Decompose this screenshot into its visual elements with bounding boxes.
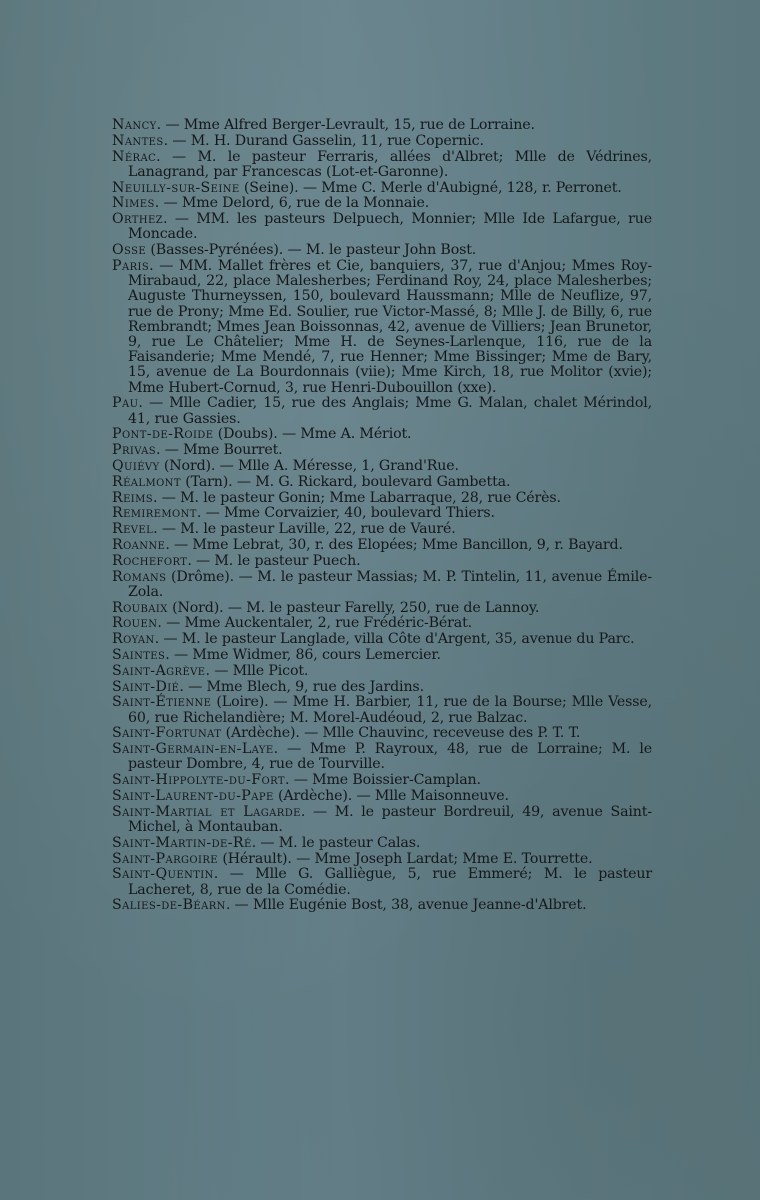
place-name: Saintes xyxy=(112,646,166,663)
place-name: Nantes xyxy=(112,132,164,149)
entry-text: . — Mlle Eugénie Bost, 38, avenue Jeanne-d'Albret. xyxy=(225,897,587,914)
list-item xyxy=(112,212,652,242)
entry-text: (Drôme). — M. le pasteur Massias; M. P. Tintelin, 11, avenue Émile-Zola. xyxy=(128,568,652,600)
place-name: Saint-Hippolyte-du-Fort xyxy=(112,772,285,789)
list-item xyxy=(112,852,652,867)
list-item xyxy=(112,648,652,663)
list-item xyxy=(112,259,652,396)
entry-text: (Seine). — Mme C. Merle d'Aubigné, 128, r. Perronet. xyxy=(239,179,622,196)
list-item xyxy=(112,898,652,913)
entry-text: (Nord). — M. le pasteur Farelly, 250, rue de Lannoy. xyxy=(167,599,540,616)
entry-text: . — M. le pasteur Ferraris, allées d'Albret; Mlle de Védrines, Lanagrand, par Francescas (Lot-et-Garonne). xyxy=(128,148,652,180)
list-item xyxy=(112,243,652,258)
place-name: Roanne xyxy=(112,536,166,553)
entry-text: . — Mlle Cadier, 15, rue des Anglais; Mme G. Malan, chalet Mérindol, 41, rue Gassies. xyxy=(128,395,652,427)
entry-text: (Tarn). — M. G. Rickard, boulevard Gambetta. xyxy=(180,473,511,490)
list-item xyxy=(112,491,652,506)
list-item xyxy=(112,601,652,616)
place-name: Rouen xyxy=(112,615,158,632)
list-item xyxy=(112,632,652,647)
entry-text: . — M. H. Durand Gasselin, 11, rue Copernic. xyxy=(163,132,484,149)
list-item xyxy=(112,475,652,490)
place-name: Nimes xyxy=(112,195,155,212)
place-name: Saint-Agrève xyxy=(112,662,206,679)
place-name: Saint-Martin-de-Ré xyxy=(112,834,252,851)
entry-text: . — Mme Bourret. xyxy=(156,442,283,459)
entry-text: . — M. le pasteur Laville, 22, rue de Vauré. xyxy=(153,521,456,538)
entry-text: . — Mme Corvaizier, 40, boulevard Thiers. xyxy=(196,505,495,522)
entry-text: . — Mlle G. Galliègue, 5, rue Emmeré; M. le pasteur Lacheret, 8, rue de la Comédie. xyxy=(128,866,652,898)
place-name: Roubaix xyxy=(112,599,168,616)
list-item xyxy=(112,664,652,679)
entry-text: . — M. le pasteur Langlade, villa Côte d'Argent, 35, avenue du Parc. xyxy=(154,631,635,648)
list-item xyxy=(112,805,652,835)
entry-text: (Basses-Pyrénées). — M. le pasteur John Bost. xyxy=(146,242,477,259)
address-list xyxy=(112,118,652,914)
entry-text: . — Mme Widmer, 86, cours Lemercier. xyxy=(165,646,441,663)
place-name: Salies-de-Béarn xyxy=(112,897,226,914)
place-name: Osse xyxy=(112,242,147,259)
place-name: Quiévy xyxy=(112,458,160,474)
entry-text: . — Mme Alfred Berger-Levrault, 15, rue de Lorraine. xyxy=(156,117,535,133)
place-name: Reims xyxy=(112,489,154,506)
entry-text: (Hérault). — Mme Joseph Lardat; Mme E. Tourrette. xyxy=(217,850,593,867)
list-item xyxy=(112,554,652,569)
entry-text: (Loire). — Mme H. Barbier, 11, rue de la Bourse; Mlle Vesse, 60, rue Richelandière; M. Morel-Audéoud, 2, rue Balzac. xyxy=(128,694,652,726)
place-name: Nérac xyxy=(112,148,157,165)
place-name: Saint-Germain-en-Laye xyxy=(112,741,274,758)
list-item xyxy=(112,742,652,772)
place-name: Royan xyxy=(112,631,155,648)
list-item xyxy=(112,773,652,788)
entry-text: . — Mme P. Rayroux, 48, rue de Lorraine; M. le pasteur Dombre, 4, rue de Tourville. xyxy=(128,741,652,773)
entry-text: . — Mme Boissier-Camplan. xyxy=(284,772,481,789)
entry-text: (Ardèche). — Mlle Chauvinc, receveuse des P. T. T. xyxy=(221,725,581,742)
place-name: Revel xyxy=(112,521,154,538)
list-item xyxy=(112,443,652,458)
list-item xyxy=(112,867,652,897)
list-item xyxy=(112,522,652,537)
place-name: Romans xyxy=(112,568,167,585)
place-name: Pau xyxy=(112,395,139,412)
place-name: Rochefort xyxy=(112,552,188,569)
list-item xyxy=(112,150,652,180)
list-item xyxy=(112,616,652,631)
place-name: Paris xyxy=(112,257,150,274)
entry-text: (Doubs). — Mme A. Mériot. xyxy=(213,426,412,443)
place-name: Saint-Fortunat xyxy=(112,725,222,742)
place-name: Privas xyxy=(112,442,157,459)
list-item xyxy=(112,789,652,804)
place-name: Réalmont xyxy=(112,473,181,490)
entry-text: . — M. le pasteur Bordreuil, 49, avenue Saint-Michel, à Montauban. xyxy=(128,803,652,835)
list-item xyxy=(112,181,652,196)
list-item xyxy=(112,570,652,600)
place-name: Remiremont xyxy=(112,505,197,522)
list-item xyxy=(112,196,652,211)
place-name: Neuilly-sur-Seine xyxy=(112,179,240,196)
entry-text: . — Mlle Picot. xyxy=(205,662,309,679)
place-name: Pont-de-Roide xyxy=(112,426,214,443)
list-item xyxy=(112,506,652,521)
list-item xyxy=(112,680,652,695)
entry-text: . — M. le pasteur Calas. xyxy=(251,834,421,851)
list-item xyxy=(112,538,652,553)
place-name: Saint-Martial et Lagarde xyxy=(112,803,301,820)
entry-text: . — Mme Auckentaler, 2, rue Frédéric-Bérat. xyxy=(157,615,473,632)
list-item xyxy=(112,695,652,725)
entry-text: . — M. le pasteur Gonin; Mme Labarraque, 28, rue Cérès. xyxy=(153,489,561,506)
list-item xyxy=(112,118,652,133)
list-item xyxy=(112,427,652,442)
list-item xyxy=(112,396,652,426)
entry-text: . — Mme Blech, 9, rue des Jardins. xyxy=(179,678,424,695)
entry-text: . — MM. les pasteurs Delpuech, Monnier; Mlle Ide Lafargue, rue Moncade. xyxy=(128,211,652,243)
entry-text: (Nord). — Mlle A. Méresse, 1, Grand'Rue. xyxy=(159,458,459,474)
place-name: Saint-Pargoire xyxy=(112,850,218,867)
entry-text: (Ardèche). — Mlle Maisonneuve. xyxy=(273,787,509,804)
place-name: Saint-Étienne xyxy=(112,694,212,711)
place-name: Saint-Quentin xyxy=(112,866,214,883)
list-item xyxy=(112,459,652,474)
place-name: Saint-Dié xyxy=(112,678,180,695)
list-item xyxy=(112,836,652,851)
place-name: Orthez xyxy=(112,211,164,228)
entry-text: . — Mme Delord, 6, rue de la Monnaie. xyxy=(154,195,430,212)
entry-text: . — MM. Mallet frères et Cie, banquiers, 37, rue d'Anjou; Mmes Roy-Mirabaud, 22, place Malesherbes; Ferdinand Roy, 24, place Malesherbes; Auguste Thurneyssen, 150, boulevard Haussmann; Mlle de Neuflize, 97, rue de Prony; Mme Ed. Soulier, rue Victor-Massé, 8; Mlle J. de Billy, 6, rue Rembrandt; Mmes Jean Boissonnas, 42, avenue de Villiers; Jean Brunetor, 9, rue Le Châtelier; Mme H. de Seynes-Larlenque, 116, rue de la Faisanderie; Mme Mendé, 7, rue Henner; Mme Bissinger; Mme de Bary, 15, avenue de La Bourdonnais (viie); Mme Kirch, 18, rue Molitor (xvie); Mme Hubert-Cornud, 3, rue Henri-Dubouillon (xxe). xyxy=(128,257,652,396)
list-item xyxy=(112,134,652,149)
entry-text: . — Mme Lebrat, 30, r. des Elopées; Mme Bancillon, 9, r. Bayard. xyxy=(165,536,623,553)
entry-text: . — M. le pasteur Puech. xyxy=(187,552,361,569)
place-name: Saint-Laurent-du-Pape xyxy=(112,787,274,804)
list-item xyxy=(112,726,652,741)
place-name: Nancy xyxy=(112,117,157,133)
